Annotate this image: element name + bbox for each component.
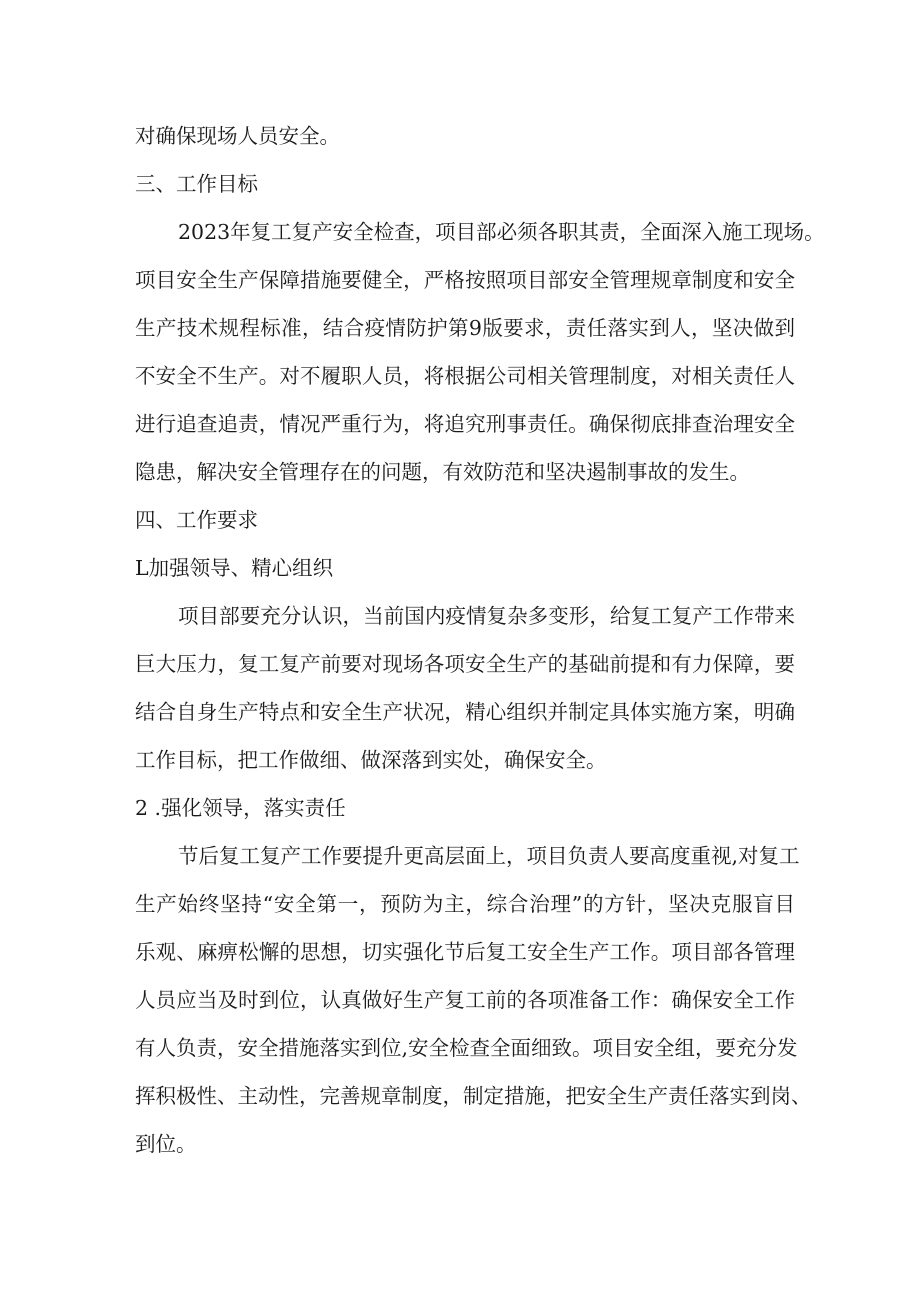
paragraph-line: 对确保现场人员安全。 [135, 124, 340, 148]
paragraph-line: 巨大压力，复工复产前要对现场各项安全生产的基础前提和有力保障，要 [135, 652, 795, 676]
paragraph-line: 有人负责，安全措施落实到位,安全检查全面细致。项目安全组，要充分发 [135, 1036, 798, 1060]
paragraph-line: 隐患，解决安全管理存在的问题，有效防范和坚决遏制事故的发生。 [135, 460, 750, 484]
paragraph-line: 生产技术规程标准，结合疫情防护第9版要求，责任落实到人，坚决做到 [135, 316, 795, 340]
subheading-strengthen-leadership: L加强领导、精心组织 [135, 556, 334, 580]
paragraph-line: 到位。 [135, 1132, 197, 1156]
paragraph-line: 节后复工复产工作要提升更高层面上，项目负责人要高度重视,对复工 [178, 844, 800, 868]
section-heading-work-goals: 三、工作目标 [135, 172, 258, 196]
section-heading-work-requirements: 四、工作要求 [135, 508, 258, 532]
paragraph-line: 挥积极性、主动性，完善规章制度，制定措施，把安全生产责任落实到岗、 [135, 1084, 812, 1108]
subheading-implement-responsibility: 2 .强化领导，落实责任 [135, 796, 346, 820]
paragraph-line: 乐观、麻痹松懈的思想，切实强化节后复工安全生产工作。项目部各管理 [135, 940, 795, 964]
paragraph-line: 项目部要充分认识，当前国内疫情复杂多变形，给复工复产工作带来 [178, 604, 795, 628]
paragraph-line: 项目安全生产保障措施要健全，严格按照项目部安全管理规章制度和安全 [135, 268, 795, 292]
paragraph-line: 结合自身生产特点和安全生产状况，精心组织并制定具体实施方案，明确 [135, 700, 795, 724]
paragraph-line: 2023年复工复产安全检查，项目部必须各职其责，全面深入施工现场。 [178, 220, 825, 244]
paragraph-line: 工作目标，把工作做细、做深落到实处，确保安全。 [135, 748, 607, 772]
paragraph-line: 进行追查追责，情况严重行为，将追究刑事责任。确保彻底排查治理安全 [135, 412, 795, 436]
paragraph-line: 生产始终坚持“安全第一，预防为主，综合治理”的方针，坚决克服盲目 [135, 892, 795, 916]
paragraph-line: 不安全不生产。对不履职人员，将根据公司相关管理制度，对相关责任人 [135, 364, 795, 388]
paragraph-line: 人员应当及时到位，认真做好生产复工前的各项准备工作：确保安全工作 [135, 988, 795, 1012]
